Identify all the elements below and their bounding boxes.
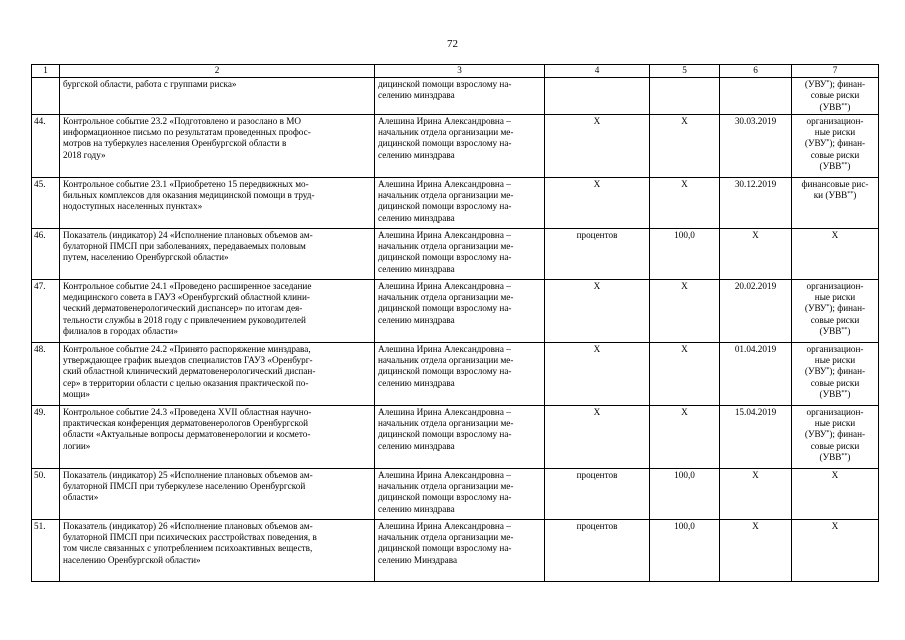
risk-cell-line: (УВВ**) bbox=[819, 101, 851, 112]
responsible-cell-line: Алешина Ирина Александровна – bbox=[378, 520, 511, 531]
row-number-cell: 48. bbox=[32, 342, 60, 405]
description-cell-line: логии» bbox=[63, 440, 91, 451]
risk-cell-line: ные риски bbox=[814, 127, 856, 138]
date-cell bbox=[720, 78, 792, 115]
unit-cell: процентов bbox=[545, 519, 650, 581]
unit-cell: X bbox=[545, 114, 650, 177]
responsible-cell bbox=[375, 114, 545, 177]
header-cell: 4 bbox=[545, 65, 650, 78]
table-row bbox=[32, 405, 879, 468]
risk-cell-line: X bbox=[831, 229, 839, 240]
risk-cell-line: X bbox=[831, 469, 839, 480]
responsible-cell-line: начальник отдела организации ме- bbox=[378, 532, 514, 543]
description-cell-line: мощи» bbox=[63, 389, 90, 400]
description-cell-line: Контрольное событие 23.1 «Приобретено 15 передвижных мо- bbox=[63, 178, 309, 189]
row-number-cell: 51. bbox=[32, 519, 60, 581]
risk-cell-line: ные риски bbox=[814, 355, 856, 366]
row-number-cell: 46. bbox=[32, 228, 60, 279]
description-cell-line: области «Актуальные вопросы дерматовенерологии и космето- bbox=[63, 429, 311, 440]
risk-cell-line: (УВВ**) bbox=[819, 326, 851, 337]
risk-cell-line: ные риски bbox=[814, 292, 856, 303]
description-cell-line: Показатель (индикатор) 26 «Исполнение плановых объемов ам- bbox=[63, 520, 313, 531]
description-cell-line: Показатель (индикатор) 25 «Исполнение плановых объемов ам- bbox=[63, 469, 313, 480]
responsible-cell bbox=[375, 405, 545, 468]
program-plan-table bbox=[31, 64, 879, 582]
risk-cell-line: (УВВ**) bbox=[819, 389, 851, 400]
description-cell-line: Показатель (индикатор) 24 «Исполнение плановых объемов ам- bbox=[63, 229, 313, 240]
value-cell: X bbox=[650, 177, 720, 228]
header-cell: 1 bbox=[32, 65, 60, 78]
row-number-cell: 44. bbox=[32, 114, 60, 177]
unit-cell: процентов bbox=[545, 228, 650, 279]
responsible-cell-line: дицинской помощи взрослому на- bbox=[378, 138, 512, 149]
value-cell: X bbox=[650, 405, 720, 468]
table-row bbox=[32, 78, 879, 115]
risk-cell-line: совые риски bbox=[810, 377, 860, 388]
responsible-cell-line: селению минздрава bbox=[378, 314, 455, 325]
responsible-cell-line: селению минздрава bbox=[378, 212, 455, 223]
header-cell: 5 bbox=[650, 65, 720, 78]
responsible-cell-line: Алешина Ирина Александровна – bbox=[378, 343, 511, 354]
responsible-cell-line: дицинской помощи взрослому на- bbox=[378, 366, 512, 377]
responsible-cell bbox=[375, 177, 545, 228]
risk-cell-line: организацион- bbox=[806, 280, 864, 291]
description-cell-line: области» bbox=[63, 492, 99, 503]
description-cell bbox=[60, 177, 375, 228]
description-cell-line: путем, населению Оренбургской области» bbox=[63, 252, 229, 263]
description-cell-line: бургской области, работа с группами риска» bbox=[63, 79, 237, 89]
description-cell-line: практическая конференция дерматовенерологов Оренбургской bbox=[63, 418, 309, 429]
description-cell-line: нодоступных населенных пунктах» bbox=[63, 201, 203, 212]
responsible-cell-line: Алешина Ирина Александровна – bbox=[378, 406, 511, 417]
risk-cell bbox=[792, 279, 879, 342]
description-cell-line: 2018 году» bbox=[63, 149, 106, 160]
risk-cell-line: финансовые рис- bbox=[801, 178, 869, 189]
description-cell-line: булаторной ПМСП при туберкулезе населению Оренбургской bbox=[63, 481, 306, 492]
unit-cell: X bbox=[545, 279, 650, 342]
value-cell: X bbox=[650, 279, 720, 342]
responsible-cell-line: дицинской помощи взрослому на- bbox=[378, 252, 512, 263]
risk-cell-line: организацион- bbox=[806, 343, 864, 354]
description-cell-line: медицинского совета в ГАУЗ «Оренбургский областной клини- bbox=[63, 292, 310, 303]
responsible-cell-line: селению минздрава bbox=[378, 90, 455, 101]
description-cell-line: мотров на туберкулез населения Оренбургской области в bbox=[63, 138, 287, 149]
date-cell: 30.03.2019 bbox=[720, 114, 792, 177]
responsible-cell-line: Алешина Ирина Александровна – bbox=[378, 280, 511, 291]
responsible-cell bbox=[375, 279, 545, 342]
risk-cell-line: ки (УВВ**) bbox=[813, 190, 857, 201]
description-cell bbox=[60, 342, 375, 405]
responsible-cell-line: начальник отдела организации ме- bbox=[378, 418, 514, 429]
responsible-cell-line: начальник отдела организации ме- bbox=[378, 355, 514, 366]
header-row bbox=[32, 65, 879, 78]
date-cell: X bbox=[720, 468, 792, 519]
description-cell-line: тельности службы в 2018 году с привлечением руководителей bbox=[63, 314, 306, 325]
responsible-cell bbox=[375, 78, 545, 115]
responsible-cell-line: Алешина Ирина Александровна – bbox=[378, 178, 511, 189]
table-row bbox=[32, 342, 879, 405]
description-cell bbox=[60, 279, 375, 342]
description-cell-line: информационное письмо по результатам проведенных профос- bbox=[63, 127, 311, 138]
description-cell bbox=[60, 405, 375, 468]
responsible-cell-line: Алешина Ирина Александровна – bbox=[378, 469, 511, 480]
risk-cell-line: (УВУ*); финан- bbox=[804, 303, 866, 314]
responsible-cell-line: селению минздрава bbox=[378, 377, 455, 388]
risk-cell-line: организацион- bbox=[806, 115, 864, 126]
responsible-cell-line: дицинской помощи взрослому на- bbox=[378, 429, 512, 440]
responsible-cell-line: селению минздрава bbox=[378, 263, 455, 274]
unit-cell: X bbox=[545, 177, 650, 228]
table-row bbox=[32, 177, 879, 228]
risk-cell-line: организацион- bbox=[806, 406, 864, 417]
description-cell-line: населению Оренбургской области» bbox=[63, 554, 201, 565]
description-cell-line: ческий дерматовенерологический диспансер» по итогам дея- bbox=[63, 303, 303, 314]
responsible-cell-line: дицинской помощи взрослому на- bbox=[378, 492, 512, 503]
description-cell-line: Контрольное событие 24.1 «Проведено расширенное заседание bbox=[63, 280, 312, 291]
description-cell-line: Контрольное событие 24.2 «Принято распоряжение минздрава, bbox=[63, 343, 311, 354]
responsible-cell-line: дицинской помощи взрослому на- bbox=[378, 201, 512, 212]
description-cell-line: бильных комплексов для оказания медицинской помощи в труд- bbox=[63, 190, 315, 201]
row-number-cell: 47. bbox=[32, 279, 60, 342]
risk-cell bbox=[792, 177, 879, 228]
table-row bbox=[32, 279, 879, 342]
responsible-cell bbox=[375, 468, 545, 519]
header-cell: 2 bbox=[60, 65, 375, 78]
responsible-cell-line: селению минздрава bbox=[378, 503, 455, 514]
description-cell-line: булаторной ПМСП при психических расстройствах поведения, в bbox=[63, 532, 317, 543]
responsible-cell-line: селению минздрава bbox=[378, 440, 455, 451]
risk-cell bbox=[792, 228, 879, 279]
risk-cell-line: совые риски bbox=[810, 440, 860, 451]
table-row bbox=[32, 519, 879, 581]
date-cell: 20.02.2019 bbox=[720, 279, 792, 342]
description-cell bbox=[60, 228, 375, 279]
risk-cell-line: (УВУ*); финан- bbox=[804, 138, 866, 149]
responsible-cell-line: дицинской помощи взрослому на- bbox=[378, 303, 512, 314]
unit-cell: X bbox=[545, 342, 650, 405]
page-number: 72 bbox=[447, 38, 458, 50]
value-cell: 100,0 bbox=[650, 228, 720, 279]
value-cell: 100,0 bbox=[650, 468, 720, 519]
description-cell-line: том числе связанных с употреблением психоактивных веществ, bbox=[63, 543, 313, 554]
responsible-cell-line: начальник отдела организации ме- bbox=[378, 127, 514, 138]
responsible-cell-line: Алешина Ирина Александровна – bbox=[378, 115, 511, 126]
risk-cell-line: (УВВ**) bbox=[819, 161, 851, 172]
description-cell-line: филиалов в городах области» bbox=[63, 326, 178, 337]
header-cell: 6 bbox=[720, 65, 792, 78]
unit-cell: процентов bbox=[545, 468, 650, 519]
description-cell bbox=[60, 519, 375, 581]
risk-cell-line: X bbox=[831, 520, 839, 531]
description-cell-line: сер» в территории области с целью оказания практической по- bbox=[63, 377, 309, 388]
risk-cell bbox=[792, 405, 879, 468]
risk-cell bbox=[792, 114, 879, 177]
date-cell: 30.12.2019 bbox=[720, 177, 792, 228]
description-cell-line: Контрольное событие 24.3 «Проведена XVII областная научно- bbox=[63, 406, 312, 417]
value-cell: 100,0 bbox=[650, 519, 720, 581]
risk-cell-line: (УВУ*); финан- bbox=[804, 429, 866, 440]
responsible-cell-line: начальник отдела организации ме- bbox=[378, 241, 514, 252]
risk-cell bbox=[792, 342, 879, 405]
responsible-cell-line: дицинской помощи взрослому на- bbox=[378, 543, 512, 554]
risk-cell bbox=[792, 78, 879, 115]
responsible-cell-line: селению минздрава bbox=[378, 149, 455, 160]
responsible-cell-line: начальник отдела организации ме- bbox=[378, 292, 514, 303]
description-cell-line: ский областной клинический дерматовенерологический диспан- bbox=[63, 366, 316, 377]
responsible-cell-line: начальник отдела организации ме- bbox=[378, 481, 514, 492]
risk-cell-line: (УВУ*); финан- bbox=[804, 366, 866, 377]
description-cell-line: утверждающее график выездов специалистов ГАУЗ «Оренбург- bbox=[63, 355, 313, 366]
description-cell bbox=[60, 114, 375, 177]
value-cell: X bbox=[650, 342, 720, 405]
row-number-cell: 50. bbox=[32, 468, 60, 519]
risk-cell-line: (УВУ*); финан- bbox=[804, 79, 866, 89]
date-cell: X bbox=[720, 228, 792, 279]
table-row bbox=[32, 228, 879, 279]
risk-cell-line: ные риски bbox=[814, 418, 856, 429]
risk-cell bbox=[792, 519, 879, 581]
unit-cell: X bbox=[545, 405, 650, 468]
date-cell: X bbox=[720, 519, 792, 581]
responsible-cell-line: дицинской помощи взрослому на- bbox=[378, 79, 512, 89]
responsible-cell bbox=[375, 228, 545, 279]
risk-cell-line: совые риски bbox=[810, 149, 860, 160]
description-cell-line: булаторной ПМСП при заболеваниях, передаваемых половым bbox=[63, 241, 306, 252]
header-cell: 3 bbox=[375, 65, 545, 78]
row-number-cell: 49. bbox=[32, 405, 60, 468]
row-number-cell: 45. bbox=[32, 177, 60, 228]
value-cell bbox=[650, 78, 720, 115]
description-cell-line: Контрольное событие 23.2 «Подготовлено и разослано в МО bbox=[63, 115, 302, 126]
header-cell: 7 bbox=[792, 65, 879, 78]
date-cell: 15.04.2019 bbox=[720, 405, 792, 468]
value-cell: X bbox=[650, 114, 720, 177]
table-row bbox=[32, 114, 879, 177]
responsible-cell-line: начальник отдела организации ме- bbox=[378, 190, 514, 201]
table-row bbox=[32, 468, 879, 519]
description-cell bbox=[60, 468, 375, 519]
responsible-cell bbox=[375, 519, 545, 581]
row-number-cell bbox=[32, 78, 60, 115]
risk-cell-line: совые риски bbox=[810, 314, 860, 325]
date-cell: 01.04.2019 bbox=[720, 342, 792, 405]
risk-cell-line: (УВВ**) bbox=[819, 452, 851, 463]
risk-cell-line: совые риски bbox=[810, 90, 860, 101]
responsible-cell-line: Алешина Ирина Александровна – bbox=[378, 229, 511, 240]
responsible-cell bbox=[375, 342, 545, 405]
description-cell bbox=[60, 78, 375, 115]
risk-cell bbox=[792, 468, 879, 519]
responsible-cell-line: селению Минздрава bbox=[378, 554, 458, 565]
unit-cell bbox=[545, 78, 650, 115]
